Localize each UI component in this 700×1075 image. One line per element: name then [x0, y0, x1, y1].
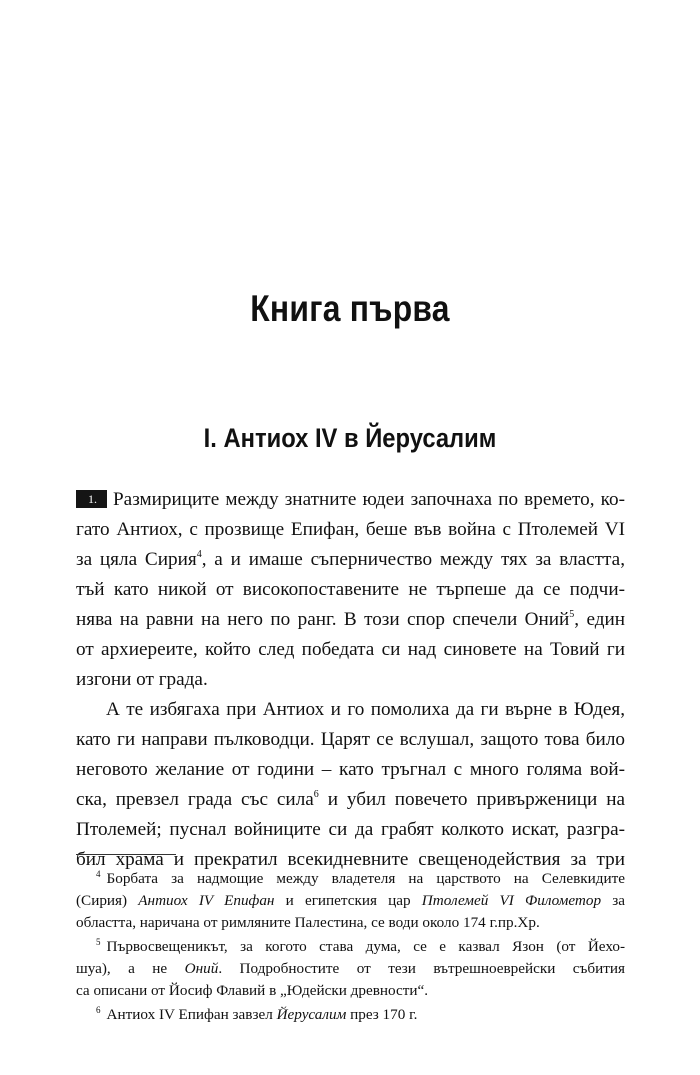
paragraph-1-line-6: от архиереите, който след победата си над синовете на Товий ги	[76, 639, 625, 660]
footnote-4-line-3: областта, наричана от римляните Палестина, се води около 174 г.пр.Хр.	[76, 914, 540, 931]
paragraph-2-line-1: А те избягаха при Антиох и го помолиха да ги върне в Юдея,	[106, 699, 625, 720]
text-span: Първосвещеникът, за когото става дума, се е казвал Язон (от Йехо-	[106, 938, 625, 955]
book-title: Книга първа	[250, 288, 450, 329]
text-span: Борбата за надмощие между владетеля на царството на Селевкидите	[106, 870, 625, 887]
footnote-ref-4: 4	[196, 549, 202, 560]
chapter-title: I. Антиох IV в Йерусалим	[203, 423, 497, 453]
text-span: , един	[574, 609, 626, 630]
paragraph-1-line-5	[76, 605, 625, 635]
text-span: нява на равни на него по ранг. В този спор спечели Оний	[76, 609, 570, 630]
paragraph-1-line-3	[76, 545, 625, 575]
text-span: шуа), а не	[76, 960, 185, 977]
footnote-ref-6: 6	[313, 789, 319, 800]
text-span: , а и имаше съперничество между тях за властта,	[201, 549, 625, 570]
text-span: през 170 г.	[346, 1006, 418, 1023]
paragraph-2-line-6: бил храма и прекратил всекидневните свещенодействия за три	[76, 849, 625, 870]
text-span: за	[601, 892, 625, 909]
text-span: Размириците между знатните юдеи започнаха по времето, ко-	[113, 489, 625, 510]
footnote-mark-6: 6	[96, 1005, 101, 1015]
footnote-mark-5: 5	[96, 937, 101, 947]
italic-name: Птолемей VI Филометор	[421, 892, 602, 909]
footnote-mark-4: 4	[96, 869, 101, 879]
text-span: за цяла Сирия	[76, 549, 197, 570]
italic-name: Антиох IV Епифан	[138, 892, 275, 909]
footnote-4-line-2	[76, 890, 625, 912]
italic-name: Йерусалим	[276, 1006, 347, 1023]
footnote-5-line-1	[96, 936, 625, 958]
footnote-5-line-2	[76, 958, 625, 980]
footnote-4-line-1	[96, 868, 625, 890]
text-span: Антиох IV Епифан завзел	[106, 1006, 277, 1023]
paragraph-2-line-2: като ги направи пълководци. Царят се вслушал, защото това било	[76, 729, 625, 750]
paragraph-2-line-5: Птолемей; пуснал войниците си да грабят колкото искат, разгра-	[76, 819, 625, 840]
paragraph-1-line-1	[76, 485, 625, 515]
text-span: и египетския цар	[274, 892, 422, 909]
paragraph-2-line-3: неговото желание от години – като тръгнал с много голяма вой-	[76, 759, 625, 780]
paragraph-number-badge: 1.	[76, 490, 107, 508]
text-span: (Сирия)	[76, 892, 139, 909]
footnote-ref-5: 5	[569, 609, 575, 620]
footnote-divider	[76, 854, 176, 855]
paragraph-1-line-2: гато Антиох, с прозвище Епифан, беше във война с Птолемей VI	[76, 519, 625, 540]
text-span: и убил повечето привърженици на	[318, 789, 625, 810]
paragraph-2-line-4	[76, 785, 625, 815]
italic-name: Оний	[184, 960, 219, 977]
footnote-5-line-3: са описани от Йосиф Флавий в „Юдейски древности“.	[76, 982, 429, 999]
paragraph-1-line-4: тъй като никой от високопоставените не търпеше да се подчи-	[76, 579, 625, 600]
text-span: ска, превзел града със сила	[76, 789, 314, 810]
paragraph-1-line-7: изгони от града.	[76, 669, 208, 690]
footnote-6-line-1	[96, 1004, 625, 1026]
text-span: . Подробностите от тези вътрешноеврейски събития	[218, 960, 625, 977]
